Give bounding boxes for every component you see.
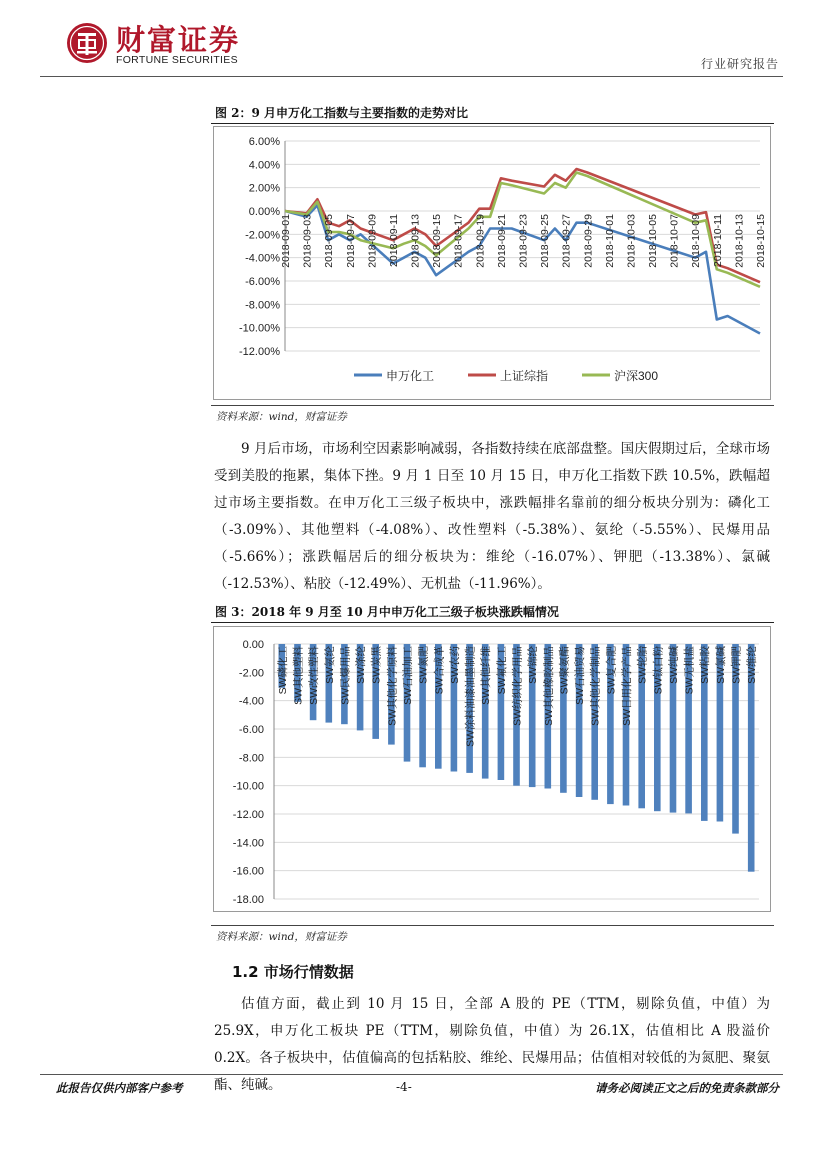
figure2-chart-frame <box>213 126 771 400</box>
y-tick-label: 4.00% <box>248 159 280 172</box>
category-label: SW其他化学原料 <box>386 646 399 726</box>
x-tick-label: 2018-09-07 <box>344 214 357 268</box>
analysis-paragraph <box>214 436 770 598</box>
x-tick-label: 2018-09-29 <box>582 214 595 268</box>
brand-name-en: FORTUNE SECURITIES <box>116 54 238 66</box>
figure2-bottom-rule <box>211 405 774 406</box>
footer-disclaimer-left: 此报告仅供内部客户参考 <box>56 1081 183 1095</box>
legend-label: 上证综指 <box>500 369 549 383</box>
category-label: SW改性塑料 <box>308 646 321 705</box>
category-label: SW氯碱 <box>714 646 727 684</box>
y-tick-label: 6.00% <box>248 136 280 148</box>
figure2-title: 图 2：9 月申万化工指数与主要指数的走势对比 <box>215 106 469 120</box>
footer-divider <box>40 1074 783 1075</box>
category-label: SW涂料油漆油墨制造 <box>464 646 477 747</box>
category-label: SW农药 <box>448 646 461 684</box>
figure3-source: 资料来源：wind，财富证券 <box>216 931 347 943</box>
figure2-top-rule <box>211 123 774 124</box>
y-tick-label: -12.00 <box>232 809 264 821</box>
category-label: SW石油贸易 <box>574 646 587 705</box>
y-tick-label: -6.00 <box>238 724 264 736</box>
x-tick-label: 2018-09-17 <box>452 214 465 268</box>
category-label: SW民爆用品 <box>339 646 352 705</box>
legend-label: 沪深300 <box>614 369 659 383</box>
category-label: SW日用化学产品 <box>621 646 634 726</box>
figure3-bottom-rule <box>211 925 774 926</box>
y-tick-label: -2.00% <box>245 229 280 242</box>
x-tick-label: 2018-10-05 <box>647 214 660 268</box>
x-tick-label: 2018-10-11 <box>711 214 724 267</box>
category-label: SW石油加工 <box>401 646 414 705</box>
y-tick-label: -10.00 <box>232 780 264 793</box>
category-label: SW涤纶 <box>355 646 368 684</box>
y-tick-label: -6.00% <box>245 276 280 288</box>
y-tick-label: -12.00% <box>239 346 280 358</box>
x-tick-label: 2018-10-15 <box>755 214 767 268</box>
category-label: SW锦纶 <box>527 646 540 684</box>
category-label: SW粘胶 <box>699 646 712 684</box>
header-divider <box>40 76 783 77</box>
category-label: SW无机盐 <box>683 646 696 695</box>
category-label: SW磷化工 <box>276 646 289 695</box>
page-number: -4- <box>396 1080 412 1094</box>
y-tick-label: -16.00 <box>232 865 264 878</box>
x-tick-label: 2018-09-15 <box>431 213 444 268</box>
x-tick-label: 2018-09-19 <box>474 214 487 268</box>
figure3-chart-frame <box>213 626 771 912</box>
x-tick-label: 2018-09-09 <box>366 214 379 268</box>
x-tick-label: 2018-09-11 <box>387 214 400 267</box>
footer-disclaimer-right: 请务必阅读正文之后的免责条款部分 <box>595 1081 779 1095</box>
y-tick-label: -8.00% <box>245 299 280 312</box>
paragraph-text: 9 月后市场，市场利空因素影响减弱，各指数持续在底部盘整。国庆假期过后，全球市场受到美股的拖累，集体下挫。9 月 1 日至 10 月 15 日，申万化工指数下跌 10.5%，跌幅超过市场主要指数。在申万化工三级子板块中，涨跌幅排名靠前的细分板块分别为：磷化工（-3.09%）、其他塑料（-4.08%）、改性塑料（-5.38%）、氨纶（-5.55%）、民爆用品（-5.66%）；涨跌幅居后的细分板块为：维纶（-16.07%）、钾肥（-13.38%）、氯碱（-12.53%）、粘胶（-12.49%）、无机盐（-11.96%）。 <box>214 441 771 592</box>
y-tick-label: -2.00 <box>238 667 264 680</box>
x-tick-label: 2018-09-23 <box>517 214 530 268</box>
category-label: SW聚氨酯 <box>558 646 571 695</box>
x-tick-label: 2018-09-13 <box>409 214 422 268</box>
legend-label: 申万化工 <box>386 369 435 383</box>
x-tick-label: 2018-10-09 <box>690 214 703 268</box>
category-label: SW其他塑料 <box>292 646 305 705</box>
page-header <box>0 0 827 80</box>
category-label: SW钾肥 <box>730 646 743 684</box>
figure3-title: 图 3：2018 年 9 月至 10 月中申万化工三级子板块涨跌幅情况 <box>215 605 559 619</box>
brand-name-cn: 财富证券 <box>116 23 241 57</box>
x-tick-label: 2018-09-01 <box>280 214 292 268</box>
category-label: SW纺织化学用品 <box>511 646 524 726</box>
category-label: SW其他橡胶制品 <box>542 646 555 726</box>
x-tick-label: 2018-10-07 <box>668 214 681 268</box>
category-label: SW纯碱 <box>667 646 680 684</box>
y-tick-label: 0.00% <box>248 206 280 218</box>
y-tick-label: -18.00 <box>232 894 264 906</box>
category-label: SW钛白粉 <box>652 646 665 695</box>
y-tick-label: -4.00% <box>245 252 280 265</box>
category-label: SW氟化工 <box>495 646 508 695</box>
category-label: SW其他纤维 <box>480 646 493 705</box>
figure2-line-chart <box>214 127 770 399</box>
x-tick-label: 2018-09-21 <box>495 214 508 268</box>
x-tick-label: 2018-10-13 <box>733 214 746 268</box>
x-tick-label: 2018-09-25 <box>539 214 552 268</box>
x-tick-label: 2018-09-03 <box>301 214 314 268</box>
y-tick-label: -8.00 <box>238 752 264 765</box>
category-label: SW氮肥 <box>417 646 430 684</box>
figure3-bar-chart <box>214 627 770 911</box>
category-label: SW合成革 <box>433 646 446 695</box>
category-label: SW复合肥 <box>605 646 618 695</box>
x-tick-label: 2018-10-01 <box>603 214 616 268</box>
paragraph-text: 估值方面，截止到 10 月 15 日，全部 A 股的 PE（TTM，剔除负值，中值）为 25.9X，申万化工板块 PE（TTM，剔除负值，中值）为 26.1X，估值相比 A 股溢价 0.2X。各子板块中，估值偏高的包括粘胶、维纶、民爆用品；估值相对较低的为氮肥、聚氨酯、纯碱。 <box>214 996 770 1093</box>
y-tick-label: 2.00% <box>248 182 280 195</box>
category-label: SW轮胎 <box>636 646 649 684</box>
category-label: SW炭黑 <box>370 646 383 684</box>
category-label: SW维纶 <box>746 646 759 684</box>
figure3-top-rule <box>211 622 774 623</box>
y-tick-label: -4.00 <box>238 695 264 708</box>
x-tick-label: 2018-09-27 <box>560 214 573 268</box>
y-tick-label: -14.00 <box>232 837 264 850</box>
figure2-source: 资料来源：wind，财富证券 <box>216 411 347 423</box>
y-tick-label: 0.00 <box>242 639 264 651</box>
section-title: 1.2 市场行情数据 <box>232 963 354 981</box>
report-type: 行业研究报告 <box>700 57 779 71</box>
x-tick-label: 2018-10-03 <box>625 214 638 268</box>
category-label: SW氨纶 <box>323 646 336 684</box>
y-tick-label: -10.00% <box>239 322 280 335</box>
brand-seal-icon <box>66 22 108 64</box>
x-tick-label: 2018-09-05 <box>323 214 336 268</box>
category-label: SW其他化学制品 <box>589 646 602 726</box>
